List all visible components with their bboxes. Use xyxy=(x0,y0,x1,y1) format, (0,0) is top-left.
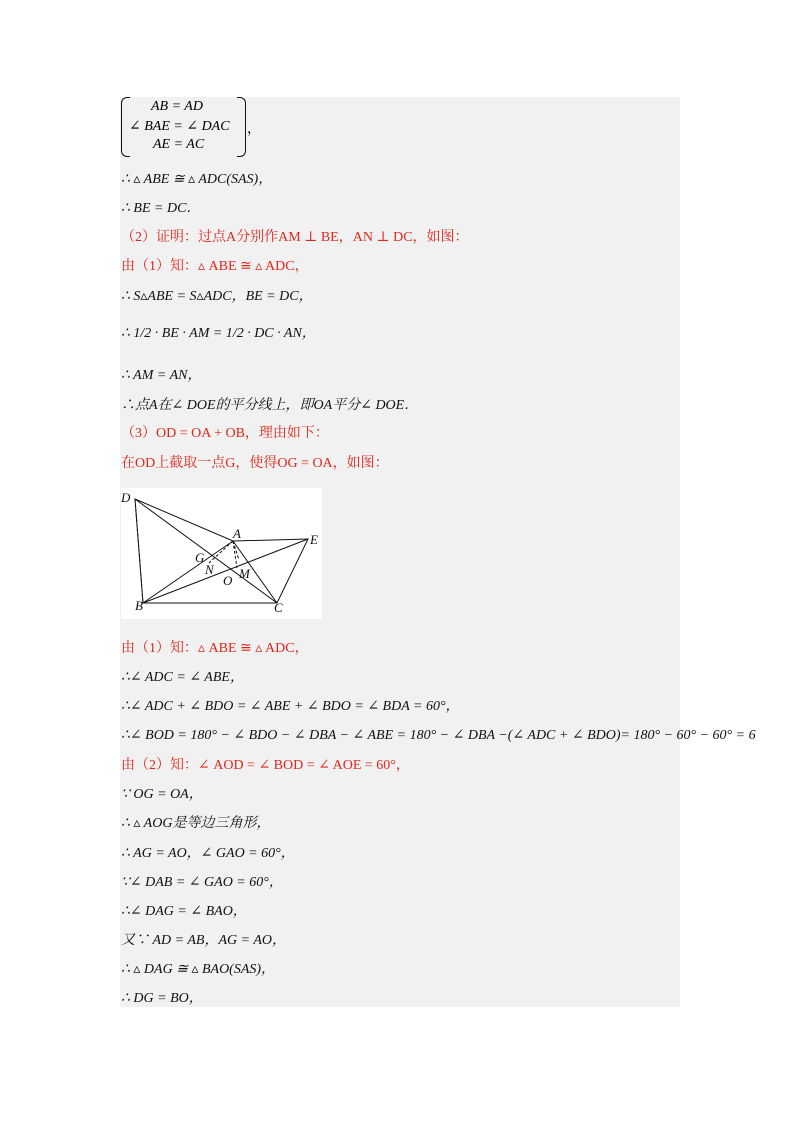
line-15: 由（2）知：∠ AOD = ∠ BOD = ∠ AOE = 60°， xyxy=(121,758,410,773)
equation-system xyxy=(121,97,261,157)
right-brace xyxy=(237,97,246,157)
label-m: M xyxy=(239,566,250,581)
system-row-3: AE = AC xyxy=(153,137,205,152)
line-12: ∴∠ ADC = ∠ ABE， xyxy=(121,670,244,685)
line-7: ∴ AM = AN， xyxy=(121,368,202,383)
line-14: ∴∠ BOD = 180° − ∠ BDO − ∠ DBA − ∠ ABE = 180° − ∠ DBA −(∠ ADC + ∠ BDO)= 180° − 60° − 60° = 6 xyxy=(121,728,756,743)
segment-be xyxy=(143,539,308,603)
label-n: N xyxy=(205,562,214,577)
line-17: ∴ ▵ AOG是等边三角形， xyxy=(121,816,271,831)
line-5: ∴ S▵ABE = S▵ADC，BE = DC， xyxy=(121,289,313,304)
label-a: A xyxy=(233,526,241,541)
system-row-2: ∠ BAE = ∠ DAC xyxy=(129,119,230,134)
line-4: 由（1）知：▵ ABE ≅ ▵ ADC， xyxy=(121,259,309,274)
segment-ba xyxy=(143,541,233,603)
label-c: C xyxy=(274,600,283,615)
line-1: ∴ ▵ ABE ≅ ▵ ADC(SAS)， xyxy=(121,172,273,187)
line-13: ∴∠ ADC + ∠ BDO = ∠ ABE + ∠ BDO = ∠ BDA = 60°， xyxy=(121,699,460,714)
label-e: E xyxy=(310,532,318,547)
system-tail: ， xyxy=(247,122,261,137)
line-19: ∵∠ DAB = ∠ GAO = 60°， xyxy=(121,875,283,890)
line-2: ∴ BE = DC． xyxy=(121,201,201,216)
label-d: D xyxy=(121,490,131,505)
segment-ag xyxy=(209,541,233,563)
line-23: ∴ DG = BO， xyxy=(121,991,203,1006)
segment-am xyxy=(233,541,239,560)
label-g: G xyxy=(195,550,205,565)
label-b: B xyxy=(135,598,143,613)
geometry-diagram xyxy=(121,488,322,619)
line-21: 又∵ AD = AB，AG = AO， xyxy=(121,933,286,948)
line-22: ∴ ▵ DAG ≅ ▵ BAO(SAS)， xyxy=(121,962,276,977)
segment-dc xyxy=(135,499,277,603)
line-20: ∴∠ DAG = ∠ BAO， xyxy=(121,904,247,919)
line-10: 在OD上截取一点G，使得OG = OA，如图： xyxy=(121,456,389,471)
line-3: （2）证明：过点A分别作AM ⊥ BE，AN ⊥ DC，如图： xyxy=(121,230,469,245)
line-18: ∴ AG = AO，∠ GAO = 60°， xyxy=(121,846,295,861)
line-8: ∴点A在∠ DOE的平分线上，即OA平分∠ DOE． xyxy=(121,398,419,413)
label-o: O xyxy=(223,573,233,588)
line-6: ∴ 1/2 · BE · AM = 1/2 · DC · AN， xyxy=(121,326,316,341)
geometry-figure xyxy=(121,488,322,619)
system-row-1: AB = AD xyxy=(151,99,203,114)
line-11: 由（1）知：▵ ABE ≅ ▵ ADC， xyxy=(121,641,309,656)
line-16: ∵ OG = OA， xyxy=(121,787,203,802)
line-9: （3）OD = OA + OB，理由如下： xyxy=(121,426,329,441)
